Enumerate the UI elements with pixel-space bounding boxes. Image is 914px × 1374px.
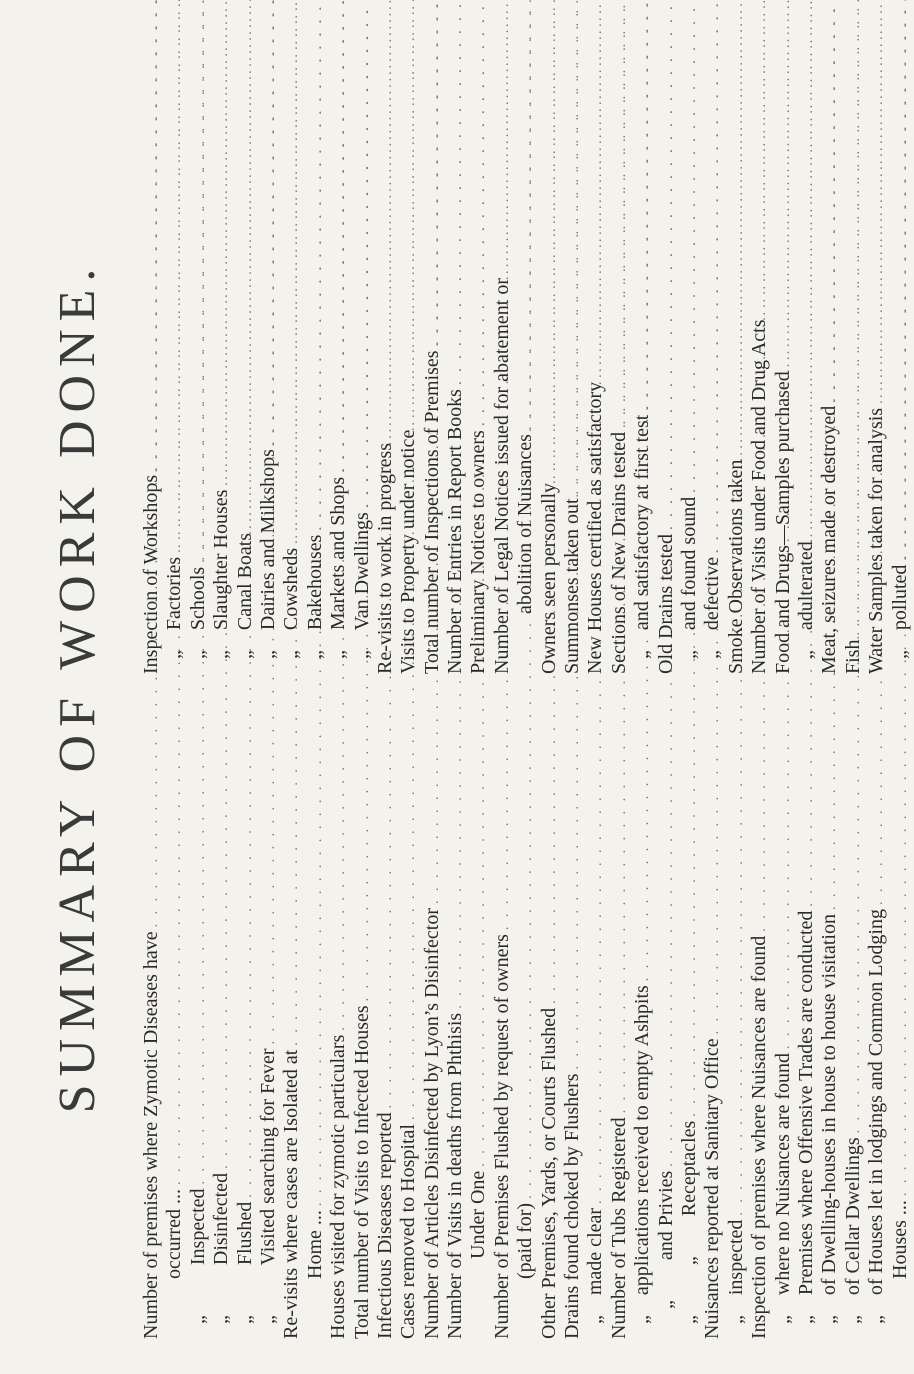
summary-row: [748, 694, 771, 1339]
dot-leader: [469, 0, 492, 430]
row-label: Old Drains tested: [654, 534, 677, 674]
summary-row: [351, 694, 374, 1339]
summary-row: [327, 694, 350, 1339]
row-label: „ and found sound: [677, 496, 700, 674]
summary-row: [234, 34, 257, 674]
row-label: Total number of Visits to Infected Houses: [350, 1005, 373, 1339]
row-label: New Houses certified as satisfactory: [584, 381, 607, 674]
row-label: Other Premises, Yards, or Courts Flushed: [537, 1007, 560, 1339]
dot-leader: [727, 0, 750, 460]
summary-row: [701, 694, 724, 1339]
summary-row: [421, 694, 444, 1339]
row-label: „ and satisfactory at first test: [631, 414, 654, 674]
dot-leader: [423, 0, 446, 350]
row-label: Food and Drugs—Samples purchased: [771, 371, 794, 674]
summary-row: [538, 34, 561, 674]
row-label: „ Cowsheds: [280, 547, 303, 674]
summary-row: [865, 34, 888, 674]
summary-row: [304, 34, 327, 674]
row-label: „ polluted: [888, 564, 911, 674]
dot-leader: [376, 0, 399, 443]
summary-row: [655, 34, 678, 674]
row-label: „ Schools: [186, 566, 209, 674]
summary-row: [397, 34, 420, 674]
row-label: abolition of Nuisances: [514, 434, 537, 674]
dot-leader: [212, 0, 235, 490]
row-label: Summonses taken out: [561, 498, 584, 674]
dot-leader: [657, 0, 680, 534]
summary-row: [397, 694, 420, 1339]
row-label: Fish: [841, 639, 864, 674]
summary-row: [210, 34, 233, 674]
row-label: „ inspected: [724, 1219, 747, 1339]
row-label: Number of Articles Disinfected by Lyon’s Disinfector: [420, 907, 443, 1339]
row-label: Preliminary Notices to owners: [467, 430, 490, 674]
summary-row: [608, 34, 631, 674]
row-label: „ Flushed: [233, 1201, 256, 1339]
dot-leader: [540, 0, 563, 483]
summary-row: [795, 34, 818, 674]
dot-leader: [610, 0, 633, 432]
row-label: „ Factories: [163, 556, 186, 674]
row-label: Number of Visits under Food and Drug Acts: [748, 319, 771, 674]
row-label: „ Markets and Shops: [327, 476, 350, 674]
summary-row: [772, 694, 795, 1339]
row-label: (paid for): [514, 1202, 537, 1339]
summary-row: [725, 694, 748, 1339]
dot-leader: [516, 0, 539, 434]
row-label: „ Inspected: [186, 1188, 209, 1339]
summary-row: [631, 34, 654, 674]
row-label: Cases removed to Hospital: [397, 1124, 420, 1339]
summary-row: [444, 694, 467, 1339]
row-label: Houses visited for zymotic particulars: [327, 1034, 350, 1339]
row-label: „ Bakehouses: [303, 534, 326, 674]
row-label: „ Visited searching for Fever: [256, 1048, 279, 1339]
dot-leader: [142, 0, 165, 475]
row-label: „ „ Receptacles: [677, 1120, 700, 1339]
summary-row: [842, 34, 865, 674]
dot-leader: [165, 0, 188, 557]
row-label: Number of premises where Zymotic Diseases have: [140, 931, 162, 1339]
summary-row: [818, 34, 841, 674]
dot-leader: [680, 0, 703, 497]
summary-row: [467, 34, 490, 674]
row-label: Number of Entries in Report Books: [444, 389, 467, 674]
row-label: „ where no Nuisances are found: [771, 1052, 794, 1339]
row-label: Total number of Inspections of Premises: [420, 350, 443, 674]
summary-row: [163, 694, 186, 1339]
summary-row: [655, 694, 678, 1339]
dot-leader: [329, 0, 352, 477]
summary-row: [584, 34, 607, 674]
summary-row: [280, 694, 303, 1339]
summary-row: [304, 694, 327, 1339]
summary-row: [889, 694, 912, 1339]
dot-leader: [703, 0, 726, 557]
dot-leader: [493, 0, 516, 278]
dot-leader: [259, 0, 282, 449]
row-label: „ of Cellar Dwellings: [841, 1137, 864, 1339]
summary-row: [561, 34, 584, 674]
row-label: Infectious Diseases reported: [373, 1112, 396, 1339]
row-label: „ made clear: [584, 1207, 607, 1339]
dot-leader: [282, 0, 305, 548]
row-label: Visits to Property under notice: [397, 429, 420, 674]
dot-leader: [586, 0, 609, 382]
summary-row: [187, 694, 210, 1339]
right-column: [140, 34, 912, 674]
summary-row: [748, 34, 771, 674]
row-label: Inspection of Workshops: [140, 474, 162, 674]
summary-row: [701, 34, 724, 674]
summary-row: [491, 34, 514, 674]
summary-row: [257, 34, 280, 674]
dot-leader: [189, 0, 212, 567]
summary-row: [327, 34, 350, 674]
summary-row: [608, 694, 631, 1339]
row-label: Meat, seizures made or destroyed: [818, 405, 841, 674]
dot-leader: [797, 0, 820, 541]
summary-row: [234, 694, 257, 1339]
row-label: Nuisances reported at Sanitary Office: [701, 1038, 724, 1339]
row-label: Re-visits where cases are Isolated at: [280, 1049, 303, 1339]
summary-row: [374, 694, 397, 1339]
dot-leader: [306, 0, 329, 535]
dot-leader: [867, 0, 890, 408]
row-label: Number of Premises Flushed by request of owners: [490, 934, 513, 1339]
summary-row: [772, 34, 795, 674]
row-label: Under One: [467, 1170, 490, 1339]
row-label: „ Van Dwellings: [350, 512, 373, 674]
row-label: „ Slaughter Houses: [210, 489, 233, 674]
row-label: „ and Privies: [654, 1170, 677, 1339]
summary-row: [818, 694, 841, 1339]
summary-row: [444, 34, 467, 674]
dot-leader: [750, 0, 773, 319]
summary-row: [842, 694, 865, 1339]
row-label: Re-visits to work in progress: [373, 442, 396, 674]
dot-leader: [399, 0, 422, 430]
summary-row: [584, 694, 607, 1339]
dot-leader: [446, 0, 469, 389]
row-label: „ Canal Boats: [233, 532, 256, 674]
row-label: „ Disinfected: [210, 1172, 233, 1339]
row-label: Owners seen personally: [537, 482, 560, 674]
summary-row: [257, 694, 280, 1339]
summary-row: [538, 694, 561, 1339]
row-label: Number of Visits in deaths from Phthisis: [444, 1012, 467, 1339]
dot-leader: [633, 0, 656, 415]
row-label: „ applications received to empty Ashpits: [631, 985, 654, 1339]
summary-row: [140, 694, 163, 1339]
row-label: „ Dairies and Milkshops: [256, 449, 279, 674]
summary-row: [280, 34, 303, 674]
row-label: „ defective: [701, 556, 724, 674]
row-label: Home ...: [303, 1210, 326, 1339]
row-label: „ of Houses let in lodgings and Common Lodging: [865, 909, 888, 1339]
summary-row: [210, 694, 233, 1339]
summary-row: [351, 34, 374, 674]
dot-leader: [891, 0, 914, 565]
summary-row: [467, 694, 490, 1339]
dot-leader: [774, 0, 797, 371]
row-label: Number of Tubs Registered: [607, 1117, 630, 1339]
row-label: occurred ...: [163, 1189, 186, 1339]
row-label: Sections of New Drains tested: [607, 431, 630, 674]
summary-row: [514, 694, 537, 1339]
row-label: Water Samples taken for analysis: [865, 407, 888, 674]
row-label: Houses ...: [888, 1200, 911, 1339]
row-label: „ Premises where Offensive Trades are conducted: [794, 910, 817, 1339]
left-column: [140, 694, 912, 1339]
dot-leader: [236, 0, 259, 533]
dot-leader: [844, 0, 867, 640]
summary-row: [865, 694, 888, 1339]
dot-leader: [820, 0, 843, 406]
summary-row: [140, 34, 163, 674]
summary-row: [491, 694, 514, 1339]
summary-row: [421, 34, 444, 674]
summary-row: [678, 34, 701, 674]
summary-row: [374, 34, 397, 674]
summary-row: [631, 694, 654, 1339]
dot-leader: [563, 0, 586, 498]
summary-row: [561, 694, 584, 1339]
row-label: Number of Legal Notices issued for abatement or: [490, 278, 513, 674]
row-label: Inspection of premises where Nuisances are found: [748, 935, 771, 1339]
dot-leader: [353, 0, 376, 512]
summary-row: [678, 694, 701, 1339]
row-label: „ of Dwelling-houses in house to house visitation: [818, 914, 841, 1339]
row-label: Drains found choked by Flushers: [561, 1073, 584, 1339]
row-label: Smoke Observations taken: [724, 459, 747, 674]
summary-row: [514, 34, 537, 674]
summary-row: [889, 34, 912, 674]
summary-row: [725, 34, 748, 674]
page-title: SUMMARY OF WORK DONE.: [49, 260, 106, 1114]
summary-row: [187, 34, 210, 674]
row-label: „ adulterated: [794, 541, 817, 674]
summary-row: [795, 694, 818, 1339]
summary-row: [163, 34, 186, 674]
